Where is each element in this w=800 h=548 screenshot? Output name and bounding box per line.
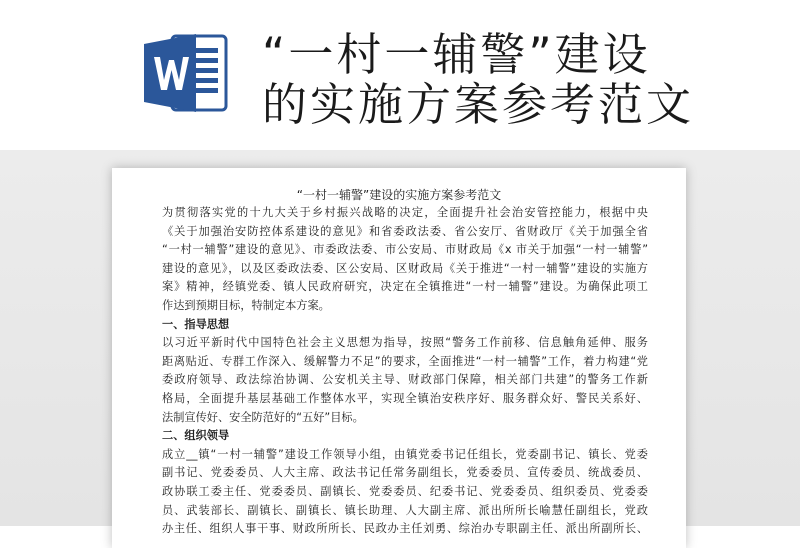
paragraph-line: 办主任、组织人事干事、财政所所长、民政办主任刘勇、综治办专职副主任、派出所副所长、 (162, 522, 648, 536)
paragraph-line: 案》精神，经镇党委、镇人民政府研究，决定在全镇推进“一村一辅警”建设。为确保此项工 (162, 280, 648, 294)
document-title: “一村一辅警”建设的实施方案参考范文 (296, 188, 502, 202)
paragraph-line: 员、武装部长、副镇长、副镇长、镇长助理、人大副主席、派出所所长喻慧任副组长，党政 (162, 503, 648, 517)
paragraph-line: 副书记、党委委员、人大主席、政法书记任常务副组长，党委委员、宣传委员、统战委员、 (162, 466, 648, 480)
paragraph-line: 为贯彻落实党的十九大关于乡村振兴战略的决定，全面提升社会治安管控能力，根据中央 (162, 206, 648, 219)
word-document-icon (142, 30, 228, 116)
document-page (112, 168, 686, 548)
header-banner (0, 0, 800, 160)
paragraph-line: 格局，全面提升基层基础工作整体水平，实现全镇治安秩序好、服务群众好、警民关系好、 (162, 391, 648, 405)
title-line-1: “一村一辅警”建设 (262, 28, 651, 81)
paragraph-line: 作达到预期目标，特制定本方案。 (162, 298, 330, 312)
paragraph-line: “一村一辅警”建设的意见》、市委政法委、市公安局、市财政局《x 市关于加强“一村一辅警” (162, 243, 648, 257)
page-title (262, 30, 772, 130)
paragraph-line: 《关于加强治安防控体系建设的意见》和省委政法委、省公安厅、省财政厅《关于加强全省 (162, 224, 648, 238)
section-heading: 二、组织领导 (162, 429, 230, 443)
paragraph-line: 政协联工委主任、党委委员、副镇长、党委委员、纪委书记、党委委员、组织委员、党委委 (162, 484, 648, 498)
paragraph-line: 成立__镇“一村一辅警”建设工作领导小组，由镇党委书记任组长，党委副书记、镇长、党委 (162, 447, 648, 461)
document-body (162, 204, 648, 539)
paragraph-line: 法制宣传好、安全防范好的“五好”目标。 (162, 410, 364, 424)
section-heading: 一、指导思想 (162, 317, 230, 331)
paragraph-line: 距离贴近、专群工作深入、缓解警力不足”的要求，全面推进“一村一辅警”工作，着力构建“党 (162, 354, 648, 368)
paragraph-line: 委政府领导、政法综治协调、公安机关主导、财政部门保障，相关部门共建”的警务工作新 (162, 373, 648, 387)
paragraph-line: 以习近平新时代中国特色社会主义思想为指导，按照“警务工作前移、信息触角延伸、服务 (162, 336, 648, 350)
title-line-2: 的实施方案参考范文 (262, 78, 695, 131)
paragraph-line: 建设的意见》，以及区委政法委、区公安局、区财政局《关于推进“一村一辅警”建设的实施方 (162, 261, 648, 275)
